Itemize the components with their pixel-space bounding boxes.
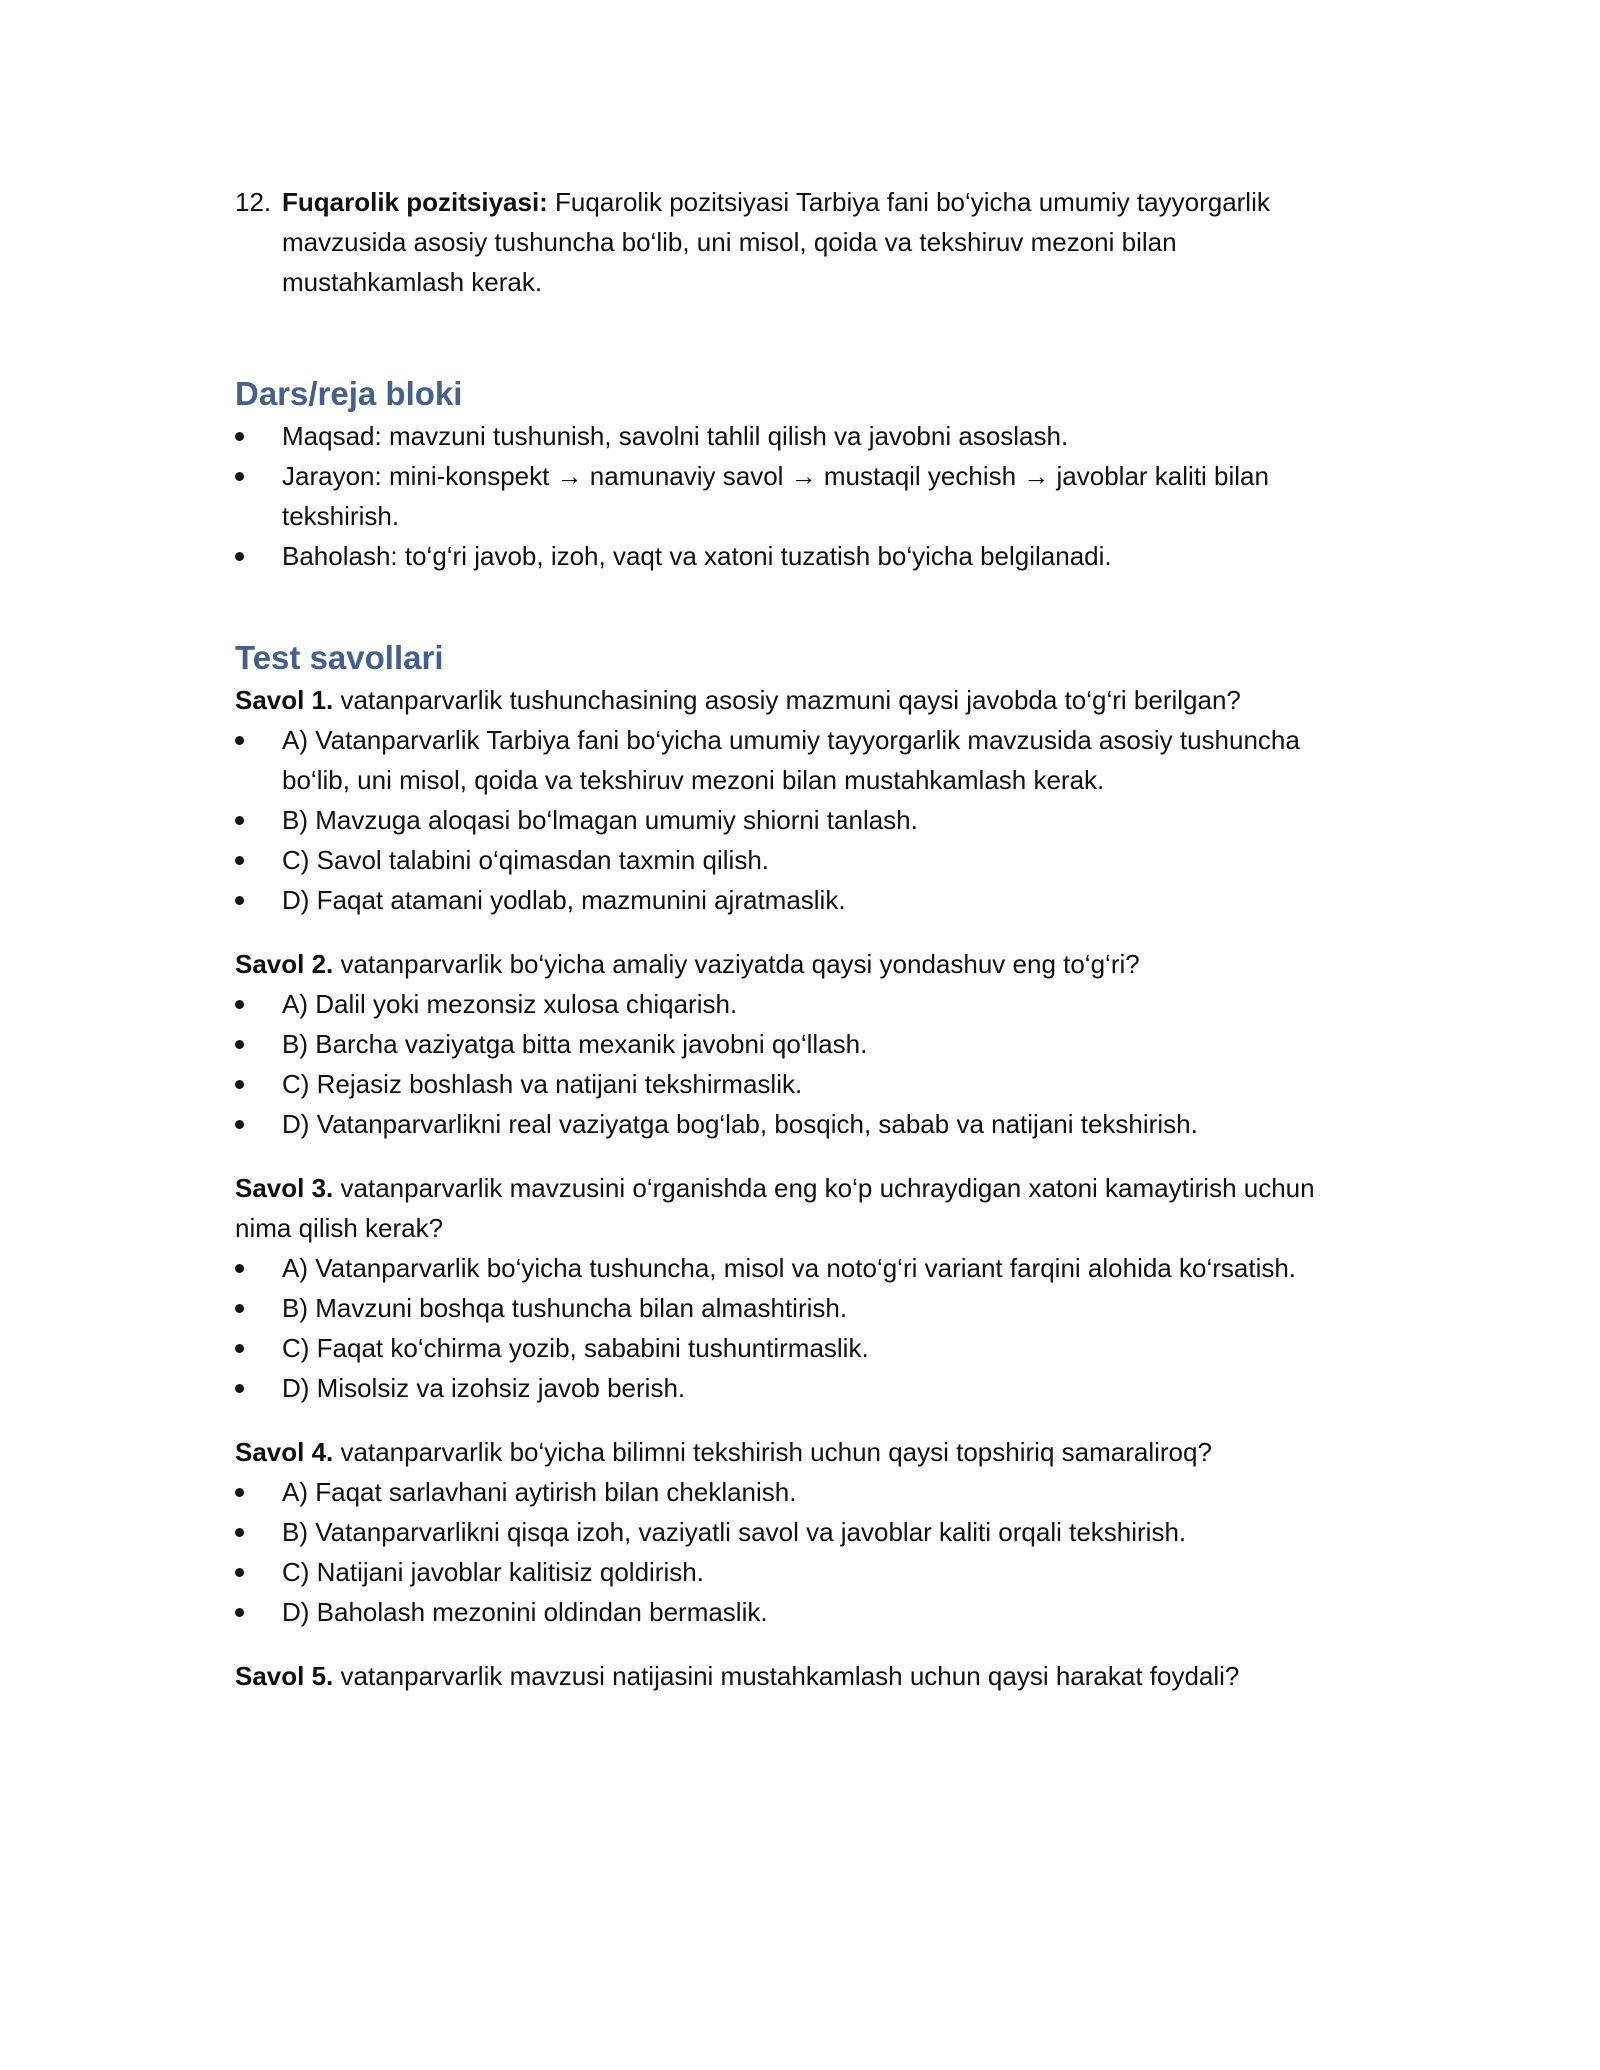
bullet-icon	[235, 552, 244, 561]
answer-option: B) Mavzuni boshqa tushuncha bilan almashtirish.	[235, 1288, 1345, 1328]
question-4-options	[235, 1472, 1345, 1632]
dars-bullet-list	[235, 416, 1345, 576]
answer-option: A) Faqat sarlavhani aytirish bilan cheklanish.	[235, 1472, 1345, 1512]
section-heading-test: Test savollari	[235, 639, 444, 676]
question-text: vatanparvarlik tushunchasining asosiy mazmuni qaysi javobda to‘g‘ri berilgan?	[333, 685, 1241, 715]
answer-option: C) Faqat ko‘chirma yozib, sababini tushuntirmaslik.	[235, 1328, 1345, 1368]
bullet-icon	[235, 1488, 244, 1497]
bullet-icon	[235, 1568, 244, 1577]
item-term: Fuqarolik pozitsiyasi:	[282, 187, 548, 217]
question-1-options	[235, 720, 1345, 920]
answer-option: A) Vatanparvarlik Tarbiya fani bo‘yicha umumiy tayyorgarlik mavzusida asosiy tushuncha bo‘lib, uni misol, qoida va tekshiruv mezoni bilan mustahkamlash kerak.	[235, 720, 1345, 800]
answer-option: A) Dalil yoki mezonsiz xulosa chiqarish.	[235, 984, 1345, 1024]
answer-option: C) Savol talabini o‘qimasdan taxmin qilish.	[235, 840, 1345, 880]
question-label: Savol 2.	[235, 949, 334, 979]
question-label: Savol 5.	[235, 1661, 334, 1691]
answer-option: D) Vatanparvarlikni real vaziyatga bog‘lab, bosqich, sabab va natijani tekshirish.	[235, 1104, 1345, 1144]
bullet-icon	[235, 1040, 244, 1049]
answer-option: B) Barcha vaziyatga bitta mexanik javobni qo‘llash.	[235, 1024, 1345, 1064]
answer-option: D) Baholash mezonini oldindan bermaslik.	[235, 1592, 1345, 1632]
question-text: vatanparvarlik mavzusi natijasini mustahkamlash uchun qaysi harakat foydali?	[333, 1661, 1240, 1691]
question-label: Savol 4.	[235, 1437, 334, 1467]
bullet-icon	[235, 1000, 244, 1009]
bullet-icon	[235, 736, 244, 745]
bullet-icon	[235, 1384, 244, 1393]
question-text: vatanparvarlik bo‘yicha amaliy vaziyatda qaysi yondashuv eng to‘g‘ri?	[333, 949, 1140, 979]
numbered-item-12	[235, 182, 1345, 302]
bullet-icon	[235, 1344, 244, 1353]
answer-option: B) Mavzuga aloqasi bo‘lmagan umumiy shiorni tanlash.	[235, 800, 1345, 840]
bullet-icon	[235, 856, 244, 865]
question-text: vatanparvarlik bo‘yicha bilimni tekshirish uchun qaysi topshiriq samaraliroq?	[333, 1437, 1212, 1467]
list-item: Baholash: to‘g‘ri javob, izoh, vaqt va xatoni tuzatish bo‘yicha belgilanadi.	[235, 536, 1345, 576]
list-item: Jarayon: mini-konspekt → namunaviy savol → mustaqil yechish → javoblar kaliti bilan tekshirish.	[235, 456, 1345, 536]
bullet-icon	[235, 1120, 244, 1129]
question-3-options	[235, 1248, 1345, 1408]
question-1	[235, 680, 1345, 720]
answer-option: D) Misolsiz va izohsiz javob berish.	[235, 1368, 1345, 1408]
question-3	[235, 1168, 1345, 1248]
question-text: vatanparvarlik mavzusini o‘rganishda eng ko‘p uchraydigan xatoni kamaytirish uchun nima qilish kerak?	[235, 1173, 1315, 1243]
bullet-icon	[235, 472, 244, 481]
bullet-icon	[235, 816, 244, 825]
item-text: Fuqarolik pozitsiyasi Tarbiya fani bo‘yicha umumiy tayyorgarlik mavzusida asosiy tushuncha bo‘lib, uni misol, qoida va tekshiruv mezoni bilan mustahkamlash kerak.	[282, 187, 1270, 297]
question-4	[235, 1432, 1345, 1472]
bullet-icon	[235, 1528, 244, 1537]
answer-option: B) Vatanparvarlikni qisqa izoh, vaziyatli savol va javoblar kaliti orqali tekshirish.	[235, 1512, 1345, 1552]
answer-option: C) Rejasiz boshlash va natijani tekshirmaslik.	[235, 1064, 1345, 1104]
item-number: 12.	[235, 187, 272, 217]
bullet-icon	[235, 432, 244, 441]
document-page	[235, 182, 1345, 1696]
bullet-icon	[235, 1304, 244, 1313]
answer-option: C) Natijani javoblar kalitisiz qoldirish.	[235, 1552, 1345, 1592]
bullet-icon	[235, 1080, 244, 1089]
section-heading-dars: Dars/reja bloki	[235, 375, 463, 412]
bullet-icon	[235, 896, 244, 905]
bullet-icon	[235, 1608, 244, 1617]
question-5	[235, 1656, 1345, 1696]
answer-option: D) Faqat atamani yodlab, mazmunini ajratmaslik.	[235, 880, 1345, 920]
question-2-options	[235, 984, 1345, 1144]
question-label: Savol 3.	[235, 1173, 334, 1203]
bullet-icon	[235, 1264, 244, 1273]
question-label: Savol 1.	[235, 685, 334, 715]
list-item: Maqsad: mavzuni tushunish, savolni tahlil qilish va javobni asoslash.	[235, 416, 1345, 456]
answer-option: A) Vatanparvarlik bo‘yicha tushuncha, misol va noto‘g‘ri variant farqini alohida ko‘rsatish.	[235, 1248, 1345, 1288]
question-2	[235, 944, 1345, 984]
